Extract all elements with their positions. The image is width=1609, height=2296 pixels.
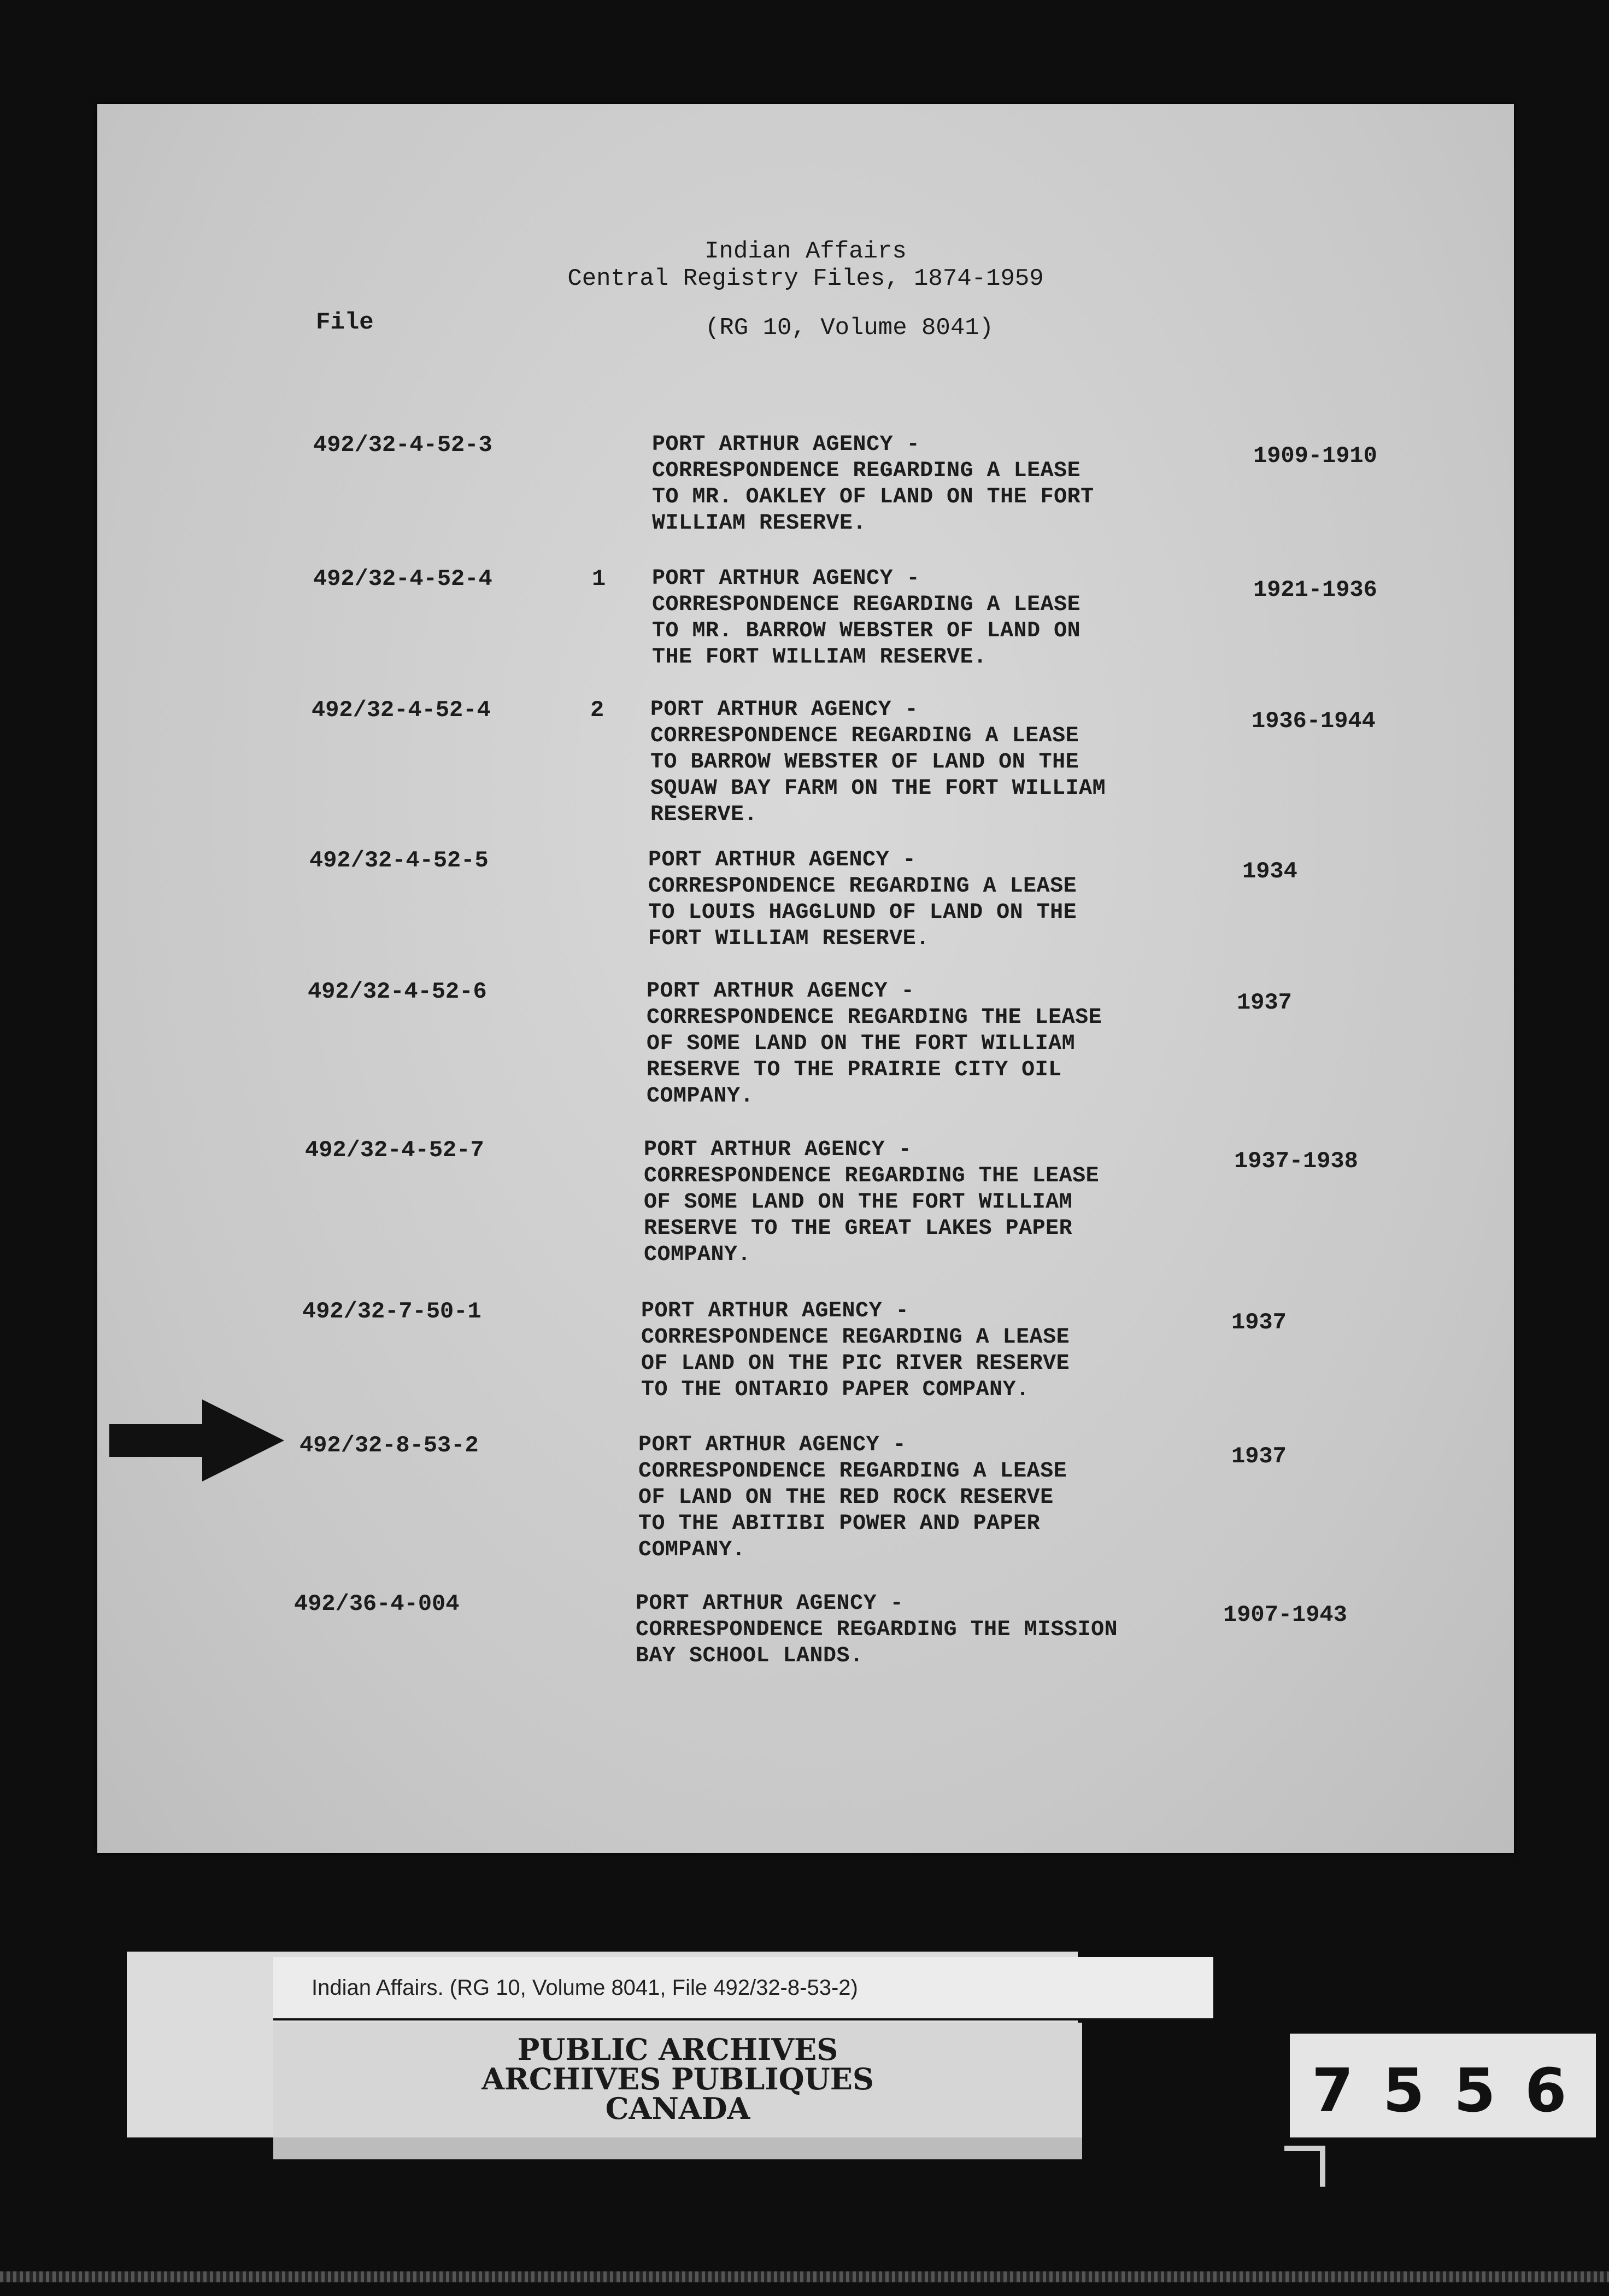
archives-french: ARCHIVES PUBLIQUES bbox=[481, 2061, 874, 2096]
file-description bbox=[652, 566, 1081, 671]
description-line: PORT ARTHUR AGENCY - bbox=[648, 848, 917, 872]
frame-number-stamp bbox=[1290, 2034, 1596, 2137]
date-range: 1936-1944 bbox=[1252, 708, 1376, 734]
file-number: 492/32-4-52-3 bbox=[313, 432, 492, 458]
part-number: 2 bbox=[590, 697, 604, 723]
file-description bbox=[636, 1591, 1118, 1670]
description-line: CORRESPONDENCE REGARDING A LEASE bbox=[652, 593, 1081, 617]
header-title: Indian Affairs bbox=[704, 238, 907, 265]
file-number: 492/32-4-52-4 bbox=[312, 697, 491, 723]
label-strip bbox=[273, 2137, 1082, 2159]
file-number: 492/32-4-52-4 bbox=[313, 566, 492, 592]
file-number: 492/32-4-52-5 bbox=[309, 847, 489, 874]
description-line: TO THE ABITIBI POWER AND PAPER bbox=[638, 1512, 1041, 1536]
file-description bbox=[644, 1137, 1099, 1268]
date-range: 1937 bbox=[1237, 989, 1292, 1016]
description-line: CORRESPONDENCE REGARDING A LEASE bbox=[648, 874, 1077, 899]
description-line: FORT WILLIAM RESERVE. bbox=[648, 927, 930, 951]
description-line: SQUAW BAY FARM ON THE FORT WILLIAM bbox=[650, 776, 1106, 801]
stamp-digit: 5 bbox=[1383, 2055, 1425, 2125]
description-line: PORT ARTHUR AGENCY - bbox=[636, 1591, 904, 1616]
stamp-digit: 7 bbox=[1312, 2055, 1354, 2125]
date-range: 1907-1943 bbox=[1223, 1602, 1347, 1628]
reference-text: Indian Affairs. (RG 10, Volume 8041, File 492/32-8-53-2) bbox=[312, 1976, 858, 2000]
description-line: PORT ARTHUR AGENCY - bbox=[652, 432, 920, 457]
description-line: CORRESPONDENCE REGARDING A LEASE bbox=[641, 1325, 1070, 1350]
description-line: OF LAND ON THE PIC RIVER RESERVE bbox=[641, 1351, 1070, 1376]
archives-stamp bbox=[273, 2023, 1082, 2137]
description-line: CORRESPONDENCE REGARDING A LEASE bbox=[650, 724, 1079, 748]
reference-label bbox=[273, 1957, 1213, 2020]
file-number: 492/32-4-52-6 bbox=[308, 979, 487, 1005]
description-line: OF LAND ON THE RED ROCK RESERVE bbox=[638, 1485, 1054, 1510]
description-line: RESERVE TO THE PRAIRIE CITY OIL bbox=[647, 1058, 1062, 1082]
description-line: TO BARROW WEBSTER OF LAND ON THE bbox=[650, 750, 1079, 775]
file-number: 492/36-4-004 bbox=[294, 1591, 460, 1617]
description-line: BAY SCHOOL LANDS. bbox=[636, 1644, 864, 1668]
description-line: CORRESPONDENCE REGARDING THE LEASE bbox=[644, 1164, 1100, 1188]
description-line: OF SOME LAND ON THE FORT WILLIAM bbox=[647, 1032, 1076, 1056]
film-edge bbox=[0, 2271, 1609, 2282]
date-range: 1937 bbox=[1231, 1309, 1287, 1336]
description-line: CORRESPONDENCE REGARDING A LEASE bbox=[638, 1459, 1067, 1484]
stamp-digit: 6 bbox=[1525, 2055, 1567, 2125]
description-line: RESERVE. bbox=[650, 803, 758, 827]
archives-english: PUBLIC ARCHIVES bbox=[517, 2032, 838, 2067]
description-line: WILLIAM RESERVE. bbox=[652, 511, 867, 536]
description-line: TO THE ONTARIO PAPER COMPANY. bbox=[641, 1378, 1030, 1402]
date-range: 1937-1938 bbox=[1234, 1148, 1358, 1174]
file-number: 492/32-7-50-1 bbox=[302, 1298, 481, 1325]
description-line: CORRESPONDENCE REGARDING A LEASE bbox=[652, 459, 1081, 483]
description-line: PORT ARTHUR AGENCY - bbox=[647, 979, 915, 1004]
file-description bbox=[650, 697, 1106, 828]
description-line: OF SOME LAND ON THE FORT WILLIAM bbox=[644, 1190, 1073, 1215]
document-page bbox=[97, 104, 1514, 1853]
description-line: THE FORT WILLIAM RESERVE. bbox=[652, 645, 987, 670]
crop-mark-icon bbox=[1279, 2143, 1328, 2192]
stamp-digit: 5 bbox=[1454, 2055, 1496, 2125]
file-number: 492/32-4-52-7 bbox=[305, 1137, 484, 1163]
volume-label: (RG 10, Volume 8041) bbox=[704, 314, 994, 342]
description-line: PORT ARTHUR AGENCY - bbox=[652, 566, 920, 591]
file-column-label: File bbox=[316, 309, 374, 336]
description-line: PORT ARTHUR AGENCY - bbox=[638, 1433, 907, 1457]
date-range: 1909-1910 bbox=[1253, 443, 1377, 469]
archives-country: CANADA bbox=[605, 2091, 750, 2126]
description-line: COMPANY. bbox=[647, 1084, 754, 1109]
description-line: CORRESPONDENCE REGARDING THE LEASE bbox=[647, 1005, 1102, 1030]
description-line: PORT ARTHUR AGENCY - bbox=[650, 698, 919, 722]
file-description bbox=[652, 432, 1094, 537]
date-range: 1921-1936 bbox=[1253, 577, 1377, 603]
description-line: COMPANY. bbox=[638, 1538, 746, 1562]
file-description bbox=[647, 979, 1102, 1110]
arrow-pointer-icon bbox=[109, 1399, 284, 1481]
description-line: PORT ARTHUR AGENCY - bbox=[641, 1299, 909, 1323]
description-line: RESERVE TO THE GREAT LAKES PAPER bbox=[644, 1216, 1073, 1241]
file-number: 492/32-8-53-2 bbox=[300, 1432, 479, 1459]
date-range: 1937 bbox=[1231, 1443, 1287, 1469]
file-description bbox=[648, 847, 1077, 952]
description-line: COMPANY. bbox=[644, 1243, 751, 1267]
header-subtitle: Central Registry Files, 1874-1959 bbox=[567, 265, 1044, 292]
description-line: CORRESPONDENCE REGARDING THE MISSION bbox=[636, 1618, 1118, 1642]
description-line: PORT ARTHUR AGENCY - bbox=[644, 1138, 912, 1162]
description-line: TO MR. BARROW WEBSTER OF LAND ON bbox=[652, 619, 1081, 643]
description-line: TO LOUIS HAGGLUND OF LAND ON THE bbox=[648, 900, 1077, 925]
file-description bbox=[638, 1432, 1067, 1563]
part-number: 1 bbox=[592, 566, 606, 592]
description-line: TO MR. OAKLEY OF LAND ON THE FORT bbox=[652, 485, 1094, 509]
file-description bbox=[641, 1298, 1070, 1403]
date-range: 1934 bbox=[1242, 858, 1297, 885]
